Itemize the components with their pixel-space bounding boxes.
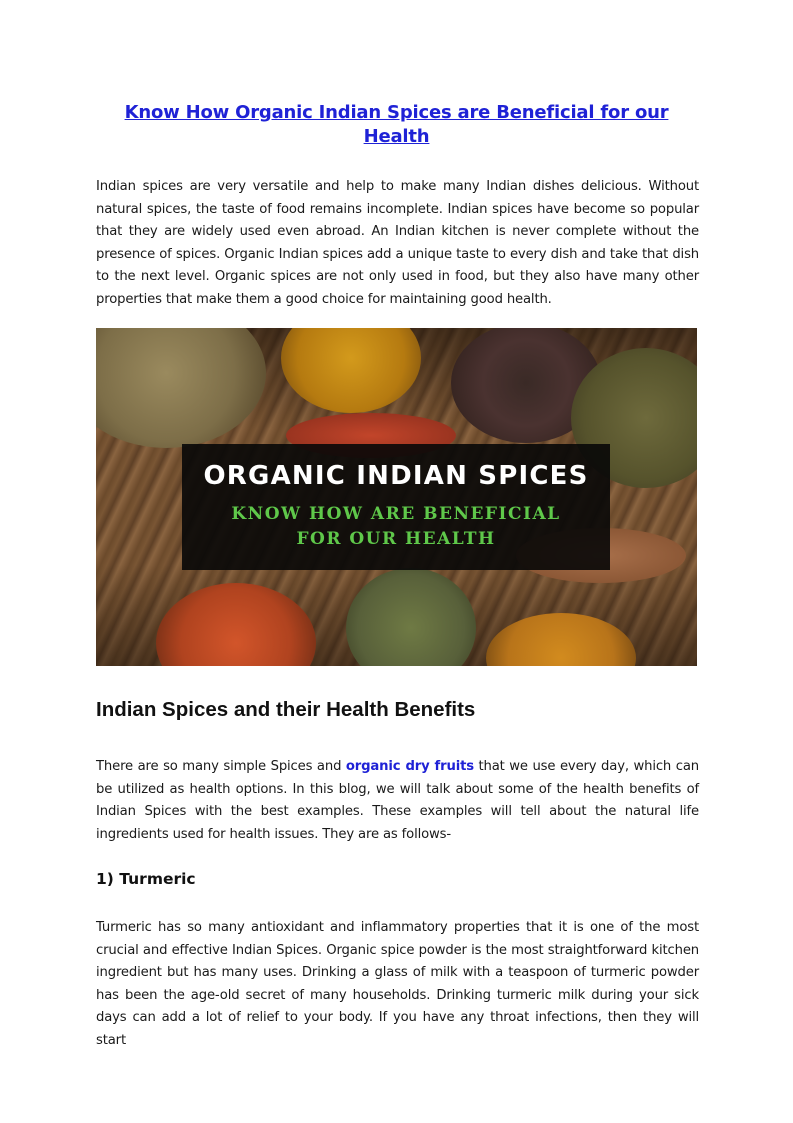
- green-powder-bowl: [346, 568, 476, 666]
- turmeric-paragraph: Turmeric has so many antioxidant and inflammatory properties that it is one of the most crucial and effective Indian Spices. Organic spice powder is the most straightforward kitchen ingredient but has many uses. Drinking a glass of milk with a teaspoon of turmeric powder has been the age-old secret of many households. Drinking turmeric milk during your sick days can add a lot of relief to your body. If you have any throat infections, then they will start: [96, 920, 699, 1048]
- intro-paragraph: Indian spices are very versatile and help to make many Indian dishes delicious. Without natural spices, the taste of food remains incomplete. Indian spices have become so popular that they are widely used even abroad. An Indian kitchen is never complete without the presence of spices. Organic Indian spices add a unique taste to every dish and take that dish to the next level. Organic spices are not only used in food, but they also have many other properties that make them a good choice for maintaining good health.: [96, 179, 699, 307]
- banner-text-box: [182, 444, 610, 570]
- spices-banner-image: [96, 328, 697, 666]
- banner-headline: ORGANIC INDIAN SPICES: [203, 461, 589, 491]
- coriander-bowl: [96, 328, 266, 448]
- organic-dry-fruits-link[interactable]: organic dry fruits: [345, 759, 474, 774]
- banner-subline-1: KNOW HOW ARE BENEFICIAL: [231, 504, 561, 524]
- section-paragraph: [96, 756, 699, 846]
- turmeric-bowl: [281, 328, 421, 413]
- section-paragraph-after-link: that we use every day, which can be utilized as health options. In this blog, we will talk about some of the health benefits of Indian Spices with the best examples. These examples will tell about the natural life ingredients used for health issues. They are as follows-: [96, 759, 699, 842]
- turmeric-subheading: 1) Turmeric: [96, 870, 196, 888]
- section-heading: Indian Spices and their Health Benefits: [96, 698, 476, 721]
- orange-powder-bowl: [486, 613, 636, 666]
- section-paragraph-before-link: There are so many simple Spices and: [96, 759, 346, 774]
- page-title[interactable]: Know How Organic Indian Spices are Beneficial for our Health: [124, 102, 669, 147]
- red-chili-bowl: [156, 583, 316, 666]
- banner-subline-2: FOR OUR HEALTH: [296, 529, 496, 549]
